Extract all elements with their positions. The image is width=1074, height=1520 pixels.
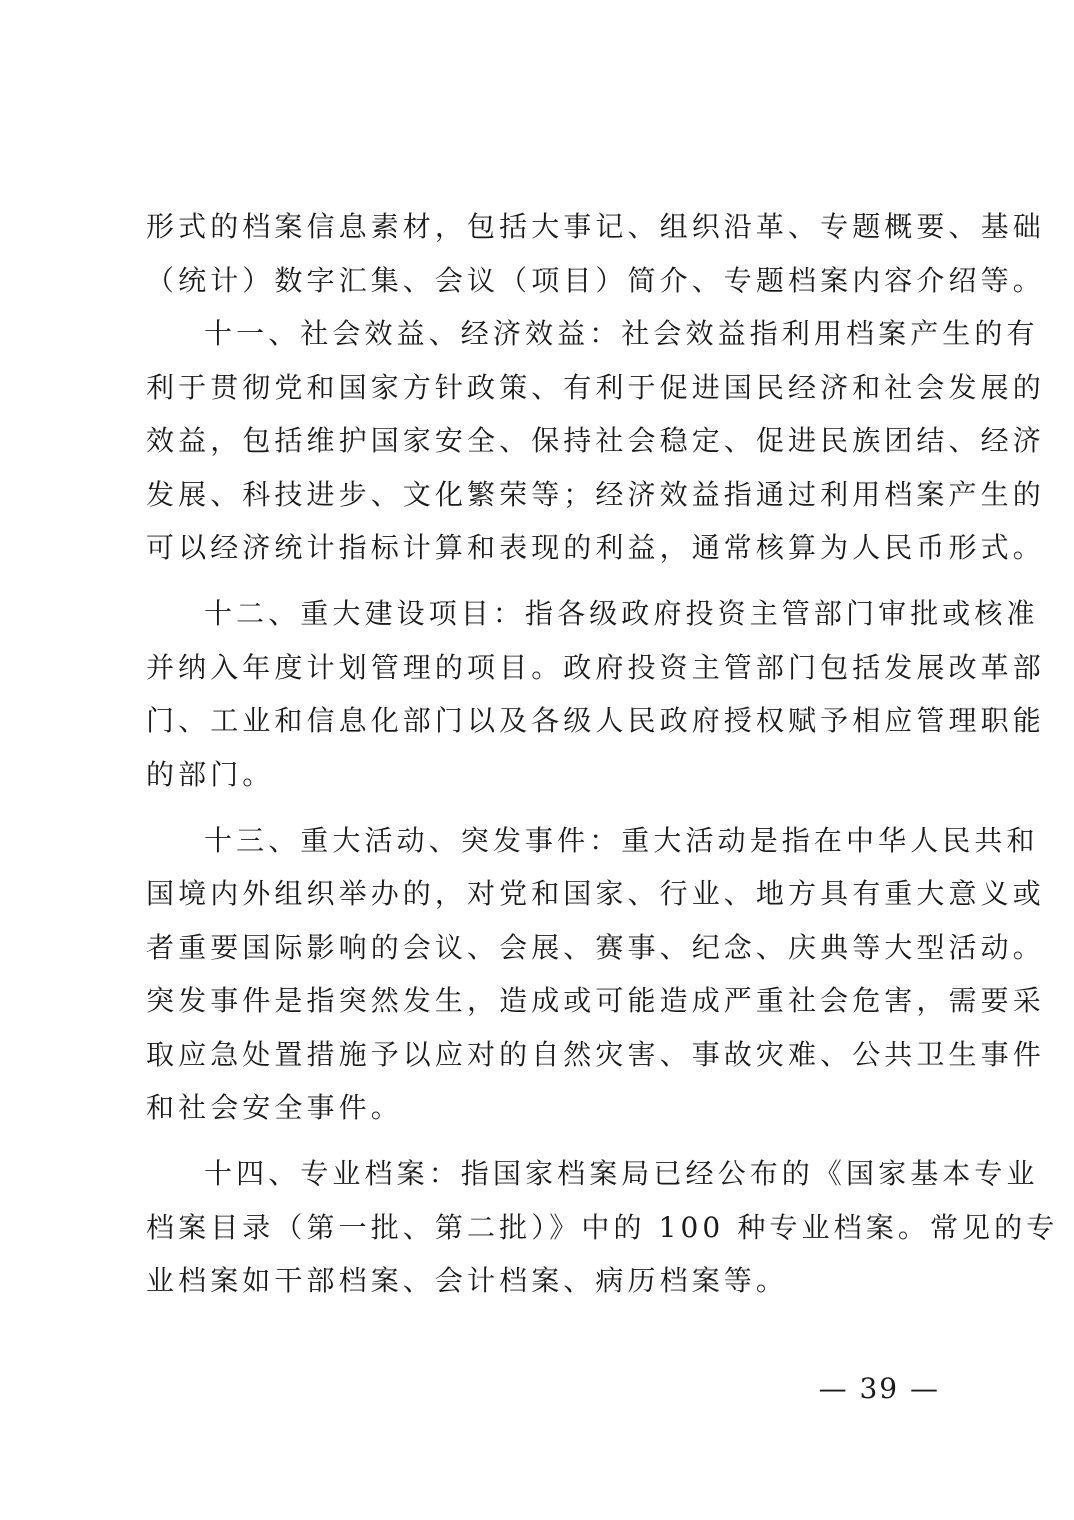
paragraph-start-eleven: 十一、社会效益、经济效益：社会效益指利用档案产生的有 bbox=[204, 317, 1039, 350]
text-line: 国境内外组织举办的，对党和国家、行业、地方具有重大意义或 bbox=[146, 877, 1045, 910]
text-line: 业档案如干部档案、会计档案、病历档案等。 bbox=[146, 1264, 789, 1297]
paragraph-start-twelve: 十二、重大建设项目：指各级政府投资主管部门审批或核准 bbox=[204, 597, 1039, 630]
text-line: 者重要国际影响的会议、会展、赛事、纪念、庆典等大型活动。 bbox=[146, 930, 1045, 964]
text-line: 并纳入年度计划管理的项目。政府投资主管部门包括发展改革部 bbox=[146, 650, 1045, 684]
text-line: 门、工业和信息化部门以及各级人民政府授权赋予相应管理职能 bbox=[146, 704, 1045, 737]
text-line: 发展、科技进步、文化繁荣等；经济效益指通过利用档案产生的 bbox=[146, 477, 1045, 511]
text-line: （统计）数字汇集、会议（项目）简介、专题档案内容介绍等。 bbox=[146, 263, 1045, 297]
text-line: 形式的档案信息素材，包括大事记、组织沿革、专题概要、基础 bbox=[146, 210, 1045, 243]
paragraph-start-fourteen: 十四、专业档案：指国家档案局已经公布的《国家基本专业 bbox=[204, 1157, 1039, 1190]
body-text bbox=[146, 200, 1059, 1308]
text-line: 突发事件是指突然发生，造成或可能造成严重社会危害，需要采 bbox=[146, 984, 1045, 1017]
page-number: — 39 — bbox=[818, 1372, 940, 1405]
text-line: 可以经济统计指标计算和表现的利益，通常核算为人民币形式。 bbox=[146, 531, 1045, 564]
text-line: 和社会安全事件。 bbox=[146, 1091, 403, 1124]
text-line: 利于贯彻党和国家方针政策、有利于促进国民经济和社会发展的 bbox=[146, 370, 1045, 404]
text-line: 的部门。 bbox=[146, 757, 275, 791]
text-line: 档案目录（第一批、第二批）》中的 100 种专业档案。常见的专 bbox=[146, 1210, 1059, 1244]
paragraph-start-thirteen: 十三、重大活动、突发事件：重大活动是指在中华人民共和 bbox=[204, 823, 1039, 857]
text-line: 取应急处置措施予以应对的自然灾害、事故灾难、公共卫生事件 bbox=[146, 1037, 1045, 1071]
text-line: 效益，包括维护国家安全、保持社会稳定、促进民族团结、经济 bbox=[146, 424, 1045, 457]
